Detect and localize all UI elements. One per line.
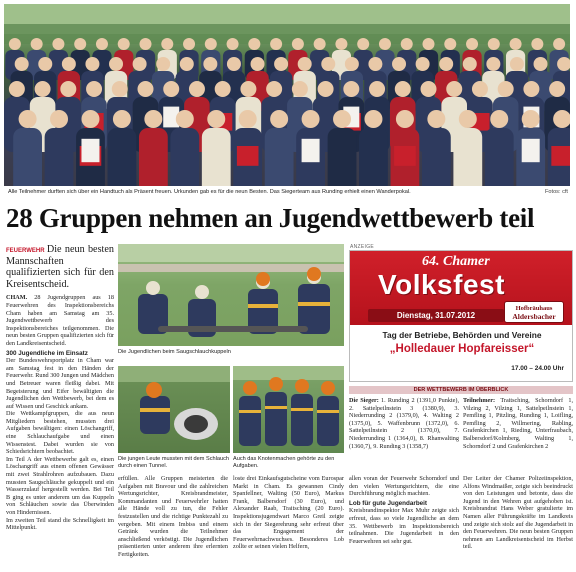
crowd-person-head [488,38,500,50]
crowd-person-head [183,38,195,50]
crowd-person-head [270,38,282,50]
lead-text: Die neun besten Mannschaften qualifizierten sich für den Kreisentscheid. [6,244,114,290]
ad-band-name: „Holledauer Hopfareisser“ [389,343,535,355]
crowd-person-head [427,110,445,128]
crowd-person-head [298,57,312,71]
brewery-logo-top: Hofbräuhaus [515,305,553,312]
crowd-person-head [459,110,477,128]
participants-text: Traitsching, Schorndorf 1, Vilzing 2, Vilzing 1, Sattelpeilnstein 1, Pemfling 1, Pitzling, Runding 1, Loifling, Pemfling 2, Willmering, Rabling, Grafenkirchen 1, Rieding, Unterfraubach, Balbersdorf/Kolmberg, Walting 1, Schorndorf 2 und Grafenkirchen 2 [463,397,573,450]
crowd-person-head [215,81,231,97]
crowd-person-body [139,128,168,186]
crowd-person-head [292,38,304,50]
crowd-person-head [439,57,453,71]
crowd-person-head [510,57,524,71]
crowd-person-head [133,57,147,71]
crowd-red-towel [237,146,259,166]
intro-text: 28 Jugendgruppen aus 18 Feuerwehren des Inspektionsbereichs Cham haben am Samstag am 35. Jugendwettbewerb des Inspektionsbereiches teilgenommen. Die neun besten Gruppen qualifizierten sich für den Landkreisentscheid. [6,294,114,347]
crowd-person-head [510,38,522,50]
crowd-person-head [239,110,257,128]
crowd-certificate [81,139,99,162]
crowd-person-head [207,110,225,128]
crowd-red-towel [551,146,570,166]
crowd-person-head [163,81,179,97]
crowd-person-head [227,38,239,50]
crowd-person-head [156,57,170,71]
right-column-d: Der Leiter der Chamer Polizeiinspektion, Alfons Windmaißer, zeigte sich beeindruckt von den Leistungen und betonte, dass die Jugend in den Wehren gut aufgehoben ist. Kreisbrandrat Hans Weber gratulierte im Namen aller Führungskräfte im Landkreis und zeigte sich stolz auf die Jugendarbeit in den Feuerwehren. Die neun besten Gruppen nehmen am Landkreisentscheid im Herbst teil. [463,475,573,551]
crowd-person-head [15,57,29,71]
ad-time: 17.00 – 24.00 Uhr [511,365,564,372]
paragraph-1: Der Bundeswehrsportplatz in Cham war am Samstag fest in den Händen der Feuerwehr. Rund 300 Jungen und Mädchen und Betreuer waren fleißig dabei. Mit Begeisterung und Eifer bewältigten die Jugendlichen den Wettbewerb, bei dem es auf Wissen und Geschick ankam. [6,357,114,410]
crowd-person-head [112,81,128,97]
photo-knoten-drawing [233,366,344,453]
crowd-person-head [113,110,131,128]
crowd-person-head [314,38,326,50]
crowd-person-head [176,110,194,128]
crowd-person-head [274,57,288,71]
crowd-person-body [202,128,231,186]
crowd-person-body [170,128,199,186]
crowd-person-head [81,110,99,128]
crowd-person-head [240,81,256,97]
crowd-person-head [9,38,21,50]
brewery-logo-bottom: Aldersbacher [512,312,556,321]
crowd-person-head [31,38,43,50]
crowd-person-head [531,38,543,50]
crowd-person-head [395,81,411,97]
middle-column-a: erfüllen. Alle Gruppen meisterten die Aufgaben mit Bravour und die zahlreichen Wertungsrichter, Kreisbrandmeister, Kommandanten und Feuerwehrler hatten alle Hände voll zu tun, die Fehler festzustellen und die richtige Punktezahl zu vergeben. Mit einem Imbiss und einem Getränk wurden die Teilnehmer anschließend verköstigt. Die Jugendlichen präsentierten unter anderem ihre erlernten Fertigkeiten. [118,475,228,558]
ad-number: 64. Chamer [422,254,490,269]
crowd-person-head [38,57,52,71]
right-column-c [349,475,459,572]
crowd-certificate [522,139,540,162]
ad-subtitle: Tag der Betriebe, Behörden und Vereine [382,330,542,340]
crowd-person-body [108,128,137,186]
ad-red-banner [350,251,572,325]
overview-title: DER WETTBEWERB IM ÜBERBLICK [349,386,573,394]
caption-knoten: Auch das Knotenmachen gehörte zu den Aufgaben. [233,456,335,469]
crowd-red-towel [394,146,416,166]
winners-label: Die Sieger: [349,397,379,404]
crowd-person-head [86,81,102,97]
crowd-certificate [302,139,320,162]
crowd-person-head [345,57,359,71]
crowd-person-head [180,57,194,71]
top-photo-caption: Alle Teilnehmer durften sich über ein Handtuch als Präsent freuen. Urkunden gab es für die neun Besten. Das Siegerteam aus Runding erhielt einen Wanderpokal. [8,189,411,195]
crowd-person-head [251,57,265,71]
crowd-person-body [328,128,357,186]
crowd-person-head [270,110,288,128]
caption-saugschlauch: Die Jugendlichen beim Saugschlauchkuppeln [118,349,231,355]
crowd-person-head [498,81,514,97]
winners-text: 1. Runding 2 (1391,0 Punkte), 2. Sattelpeilnstein 3 (1380,9), 3. Niederrunding 2 (1379,0), 4. Walting 2 (1375,0), 5. Waffenbrunn (1372,0), 6. Sattelpeilnstein 2 (1370,0), 7. Niederrunding 1 (1364,0), 8. Rhanwalting (1360,7), 9. Runding 3 (1358,7) [349,397,459,450]
crowd-person-head [292,81,308,97]
crowd-person-body [13,128,42,186]
right-column-c-text: allen voran der Feuerwehr Schorndorf und den vielen Wertungsrichtern, die eine Durchführung möglich machten. [349,475,459,498]
paragraph-3: Im Teil A der Wettbewerbe galt es, einen Löschangriff aus einem offenen Gewässer mit zwei Strahlrohren aufzubauen. Dazu mussten Saugschläuche gekuppelt und ein Wasserzulauf hergestellt werden. Bei Teil B ging es unter anderem um das Kuppeln von Schläuchen sowie das Überwinden von Hindernissen. [6,455,114,516]
brewery-logo [504,301,564,323]
subhead-jugendarbeit: Lob für gute Jugendarbeit [349,499,428,507]
crowd-person-head [446,81,462,97]
crowd-person-head [357,38,369,50]
crowd-person-head [140,38,152,50]
crowd-person-head [392,57,406,71]
crowd-person-head [553,38,565,50]
crowd-person-head [486,57,500,71]
crowd-person-head [60,81,76,97]
crowd-person-body [265,128,294,186]
crowd-person-body [422,128,451,186]
section-kicker: FEUERWEHR [6,248,45,254]
crowd-person-head [396,110,414,128]
intro-paragraph [6,294,114,347]
crowd-person-head [35,81,51,97]
right-column-c-text-2: Kreisbrandinspektor Max Muhr zeigte sich erfreut, dass so viele Jugendliche an dem 35. Wettbewerb im Inspektionsbereich teilnahmen. Die Jugendarbeit in den Feuerwehren sei sehr gut. [349,507,459,545]
ad-date: Dienstag, 31.07.2012 [368,309,504,322]
group-photo-drawing [4,4,570,186]
winners-box [349,397,459,467]
crowd-person-head [416,57,430,71]
crowd-person-body [453,128,482,186]
photo-saugschlauch [118,244,344,346]
paragraph-4: Im zweiten Teil stand die Schnelligkeit im Mittelpunkt. [6,516,114,532]
crowd-person-head [318,81,334,97]
crowd-person-head [549,81,565,97]
crowd-person-body [359,128,388,186]
crowd-person-head [50,110,68,128]
crowd-person-head [444,38,456,50]
crowd-person-head [321,57,335,71]
crowd-person-head [85,57,99,71]
participants-box [463,397,573,467]
crowd-person-body [45,128,74,186]
crowd-person-head [421,81,437,97]
crowd-person-head [227,57,241,71]
crowd-person-head [19,110,37,128]
crowd-person-head [205,38,217,50]
crowd-person-head [109,57,123,71]
crowd-person-head [523,81,539,97]
crowd-person-head [364,110,382,128]
photo-saugschlauch-drawing [118,244,344,346]
ad-title: Volksfest [378,269,505,300]
crowd-person-body [485,128,514,186]
dateline: CHAM. [6,294,28,302]
crowd-person-head [74,38,86,50]
crowd-person-head [52,38,64,50]
crowd-person-head [138,81,154,97]
paragraph-2: Die Wettkampfgruppen, die aus neun Mitgliedern bestehen, mussten drei Aufgaben bewältigen: einen Löschangriff, eine Schlauchaufgabe und einen Wissenstest. Dabei wurden sie von Schiedsrichtern beobachtet. [6,410,114,456]
crowd-person-head [490,110,508,128]
lead-block [6,244,114,290]
crowd-person-head [522,110,540,128]
photo-tunnel [118,366,230,453]
crowd-person-head [161,38,173,50]
subhead-einsatz: 300 Jugendliche im Einsatz [6,349,88,357]
middle-column-b: loste drei Einkaufsgutscheine vom Eurospar Markt in Cham. Es gewannen Cindy Spanfellner, Walting (50 Euro), Markus Frank, Balbersdorf (30 Euro), und Alexander Raab, Traitsching (20 Euro). Inspektionsjugendwart Marco Greil zeigte sich in der Siegerehrung sehr erfreut über das Engagement der Feuerwehrnachwuchses. Besonderes Lob zollte er seinen vielen Helfern, [233,475,344,551]
crowd-person-head [423,38,435,50]
crowd-person-head [534,57,548,71]
crowd-person-head [368,57,382,71]
crowd-person-head [472,81,488,97]
crowd-person-head [9,81,25,97]
crowd-person-head [62,57,76,71]
crowd-person-head [203,57,217,71]
crowd-person-head [266,81,282,97]
caption-tunnel: Die jungen Leute mussten mit dem Schlauch durch einen Tunnel. [118,456,230,469]
crowd-person-head [302,110,320,128]
crowd-person-head [144,110,162,128]
participants-label: Teilnehmer: [463,397,496,404]
left-article-column [6,244,114,572]
crowd-person-head [333,110,351,128]
crowd-person-head [343,81,359,97]
crowd-person-head [369,81,385,97]
crowd-person-head [248,38,260,50]
photo-knoten [233,366,344,453]
crowd-person-head [466,38,478,50]
crowd-person-head [189,81,205,97]
crowd-person-head [118,38,130,50]
crowd-person-head [463,57,477,71]
crowd-person-head [379,38,391,50]
ad-label: ANZEIGE [350,244,375,250]
photo-credit: Fotos: cft [544,189,568,195]
crowd-person-head [335,38,347,50]
headline: 28 Gruppen nehmen an Jugendwettbewerb teil [6,203,535,233]
volksfest-ad[interactable] [349,250,573,382]
photo-tunnel-drawing [118,366,230,453]
group-photo [4,4,570,186]
crowd-person-head [401,38,413,50]
crowd-person-head [96,38,108,50]
